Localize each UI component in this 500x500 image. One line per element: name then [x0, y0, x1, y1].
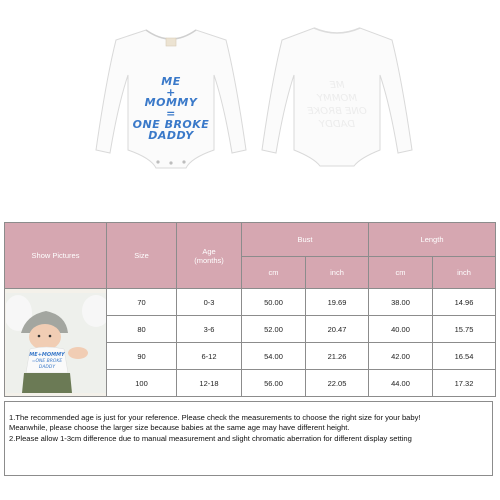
cell-length-inch: 16.54	[433, 343, 496, 370]
baby-photo	[5, 289, 107, 397]
cell-length-cm: 42.00	[369, 343, 433, 370]
cell-length-cm: 38.00	[369, 289, 433, 316]
cell-bust-cm: 56.00	[242, 370, 306, 397]
cell-size: 90	[107, 343, 177, 370]
cell-size: 100	[107, 370, 177, 397]
bodysuit-front-image	[86, 0, 256, 200]
svg-text:ME+MOMMY: ME+MOMMY	[28, 351, 65, 358]
size-chart-table	[4, 222, 496, 397]
cell-age: 0-3	[177, 289, 242, 316]
header-length: Length	[369, 223, 496, 257]
note-line-2: Meanwhile, please choose the larger size because babies at the same age may have different height.	[9, 423, 350, 433]
cell-length-inch: 15.75	[433, 316, 496, 343]
cell-bust-cm: 54.00	[242, 343, 306, 370]
back-ghost-line-3: ONE BROKE	[307, 106, 367, 117]
baby-photo-illustration	[6, 293, 106, 393]
back-ghost-line-2: MOMMY	[317, 93, 357, 104]
back-ghost-line-1: ME	[329, 80, 345, 91]
cell-length-inch: 14.96	[433, 289, 496, 316]
header-bust-inch: inch	[306, 257, 369, 289]
cell-length-cm: 40.00	[369, 316, 433, 343]
cell-bust-inch: 22.05	[306, 370, 369, 397]
header-size: Size	[107, 223, 177, 289]
header-age-unit: (months)	[194, 255, 224, 265]
cell-size: 80	[107, 316, 177, 343]
print-line-2: +	[166, 86, 176, 99]
print-line-6: DADDY	[148, 129, 194, 142]
header-bust-cm: cm	[242, 257, 306, 289]
header-age	[177, 223, 242, 289]
header-bust: Bust	[242, 223, 369, 257]
print-line-5: ONE BROKE	[132, 118, 210, 131]
header-age-label: Age	[202, 246, 216, 256]
header-show-pictures: Show Pictures	[5, 223, 107, 289]
cell-bust-inch: 19.69	[306, 289, 369, 316]
note-line-3: 2.Please allow 1-3cm difference due to manual measurement and slight chromatic aberration for different display setting	[9, 433, 412, 443]
svg-text:DADDY: DADDY	[38, 364, 55, 370]
notes-box	[4, 401, 493, 476]
cell-age: 6-12	[177, 343, 242, 370]
cell-bust-inch: 21.26	[306, 343, 369, 370]
cell-bust-inch: 20.47	[306, 316, 369, 343]
header-length-inch: inch	[433, 257, 496, 289]
note-line-1: 1.The recommended age is just for your reference. Please check the measurements to choose the right size for your baby!	[9, 413, 421, 422]
cell-length-cm: 44.00	[369, 370, 433, 397]
back-ghost-line-4: DADDY	[318, 119, 356, 130]
cell-length-inch: 17.32	[433, 370, 496, 397]
bodysuit-back-image	[252, 0, 422, 200]
cell-size: 70	[107, 289, 177, 316]
print-line-3: MOMMY	[144, 96, 198, 109]
print-line-1: ME	[161, 75, 181, 88]
print-line-4: =	[166, 107, 176, 120]
cell-bust-cm: 52.00	[242, 316, 306, 343]
cell-bust-cm: 50.00	[242, 289, 306, 316]
cell-age: 3-6	[177, 316, 242, 343]
table-row	[5, 289, 496, 316]
header-length-cm: cm	[369, 257, 433, 289]
cell-age: 12-18	[177, 370, 242, 397]
svg-text:=ONE BROKE: =ONE BROKE	[31, 358, 62, 364]
